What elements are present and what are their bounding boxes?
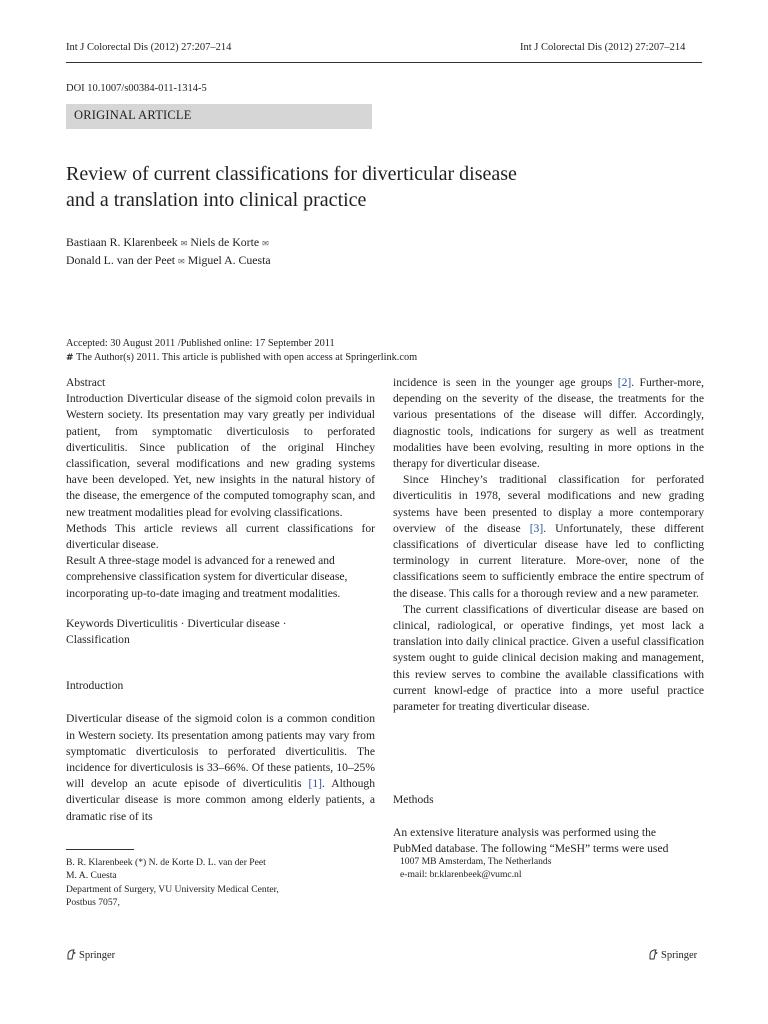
publisher-footer-right — [648, 948, 697, 964]
mail-icon: ✉ — [262, 239, 269, 248]
intro-text-b: . Although diverticular disease is more common among elderly patients, a dramatic rise of its — [66, 777, 375, 823]
author-klarenbeek[interactable]: Bastiaan R. Klarenbeek — [66, 235, 178, 249]
reference-link-1[interactable]: [1] — [308, 777, 322, 791]
introduction-paragraph — [66, 711, 375, 824]
author-van-der-peet[interactable]: Donald L. van der Peet — [66, 253, 176, 267]
publisher-name: Springer — [79, 950, 116, 961]
right-paragraph-3: The current classifications of diverticular disease are based on clinical, radiological, or operative findings, yet most lack a translation into daily clinical practice. Given a useful classification system ought to guide clinical decision making and management, this review serves to combine the available classifications with current knowl-edge of practice into a more useful practice parameter for treating diverticular disease. — [393, 602, 704, 714]
footnote-rule — [66, 849, 134, 850]
right-paragraph-2 — [393, 472, 704, 602]
title-line-1: Review of current classifications for diverticular disease — [66, 163, 517, 185]
p2-text-b: . Unfortunately, these different classifications of diverticular disease have led to conflicting terminology in current literature. More-over, none of the classifications seem to sufficiently embrace the entire spectrum of the disease. This calls for a thorough review and a new parameter. — [393, 521, 704, 600]
p2-text-a: Since Hinchey’s traditional classification for perforated diverticulitis in 1978, several modifications and new grading systems have been presented to display a more contemporary overview of the disease — [393, 473, 704, 535]
author-cuesta[interactable]: Miguel A. Cuesta — [187, 253, 271, 267]
p1-text-b: . Further-more, depending on the severity of the disease, the treatments for the various presentations of the disease will differ. Accordingly, diagnostic tools, indications for surgery as well as treatment modalities have been evolving, resulting in more options in the therapy for diverticular disease. — [393, 376, 705, 471]
keywords-line-2: Classification — [66, 633, 130, 647]
keywords-line-1: Keywords Diverticulitis · Diverticular disease · — [66, 616, 287, 630]
reference-link-3[interactable]: [3] — [529, 521, 544, 535]
footnote-city: 1007 MB Amsterdam, The Netherlands — [400, 856, 552, 867]
footnote-department: Department of Surgery, VU University Medical Center, — [66, 883, 279, 895]
article-type-label: ORIGINAL ARTICLE — [74, 108, 192, 122]
author-list — [66, 234, 271, 270]
methods-line-1: An extensive literature analysis was performed using the — [393, 826, 657, 839]
correspondence-footnote — [66, 856, 279, 910]
article-title — [66, 161, 517, 213]
footnote-email[interactable]: e-mail: br.klarenbeek@vumc.nl — [400, 869, 522, 881]
p1-text-a: incidence is seen in the younger age groups — [393, 376, 618, 389]
author-de-korte[interactable]: Niels de Korte — [190, 235, 260, 249]
reference-link-2[interactable]: [2] — [617, 376, 632, 389]
springer-horse-icon — [66, 949, 76, 960]
footnote-author-cuesta: M. A. Cuesta — [66, 870, 117, 882]
header-rule — [66, 62, 702, 63]
abstract-methods: Methods This article reviews all current classifications for diverticular disease. — [66, 521, 375, 552]
article-type-badge — [66, 104, 372, 129]
footnote-authors: B. R. Klarenbeek (*) N. de Korte D. L. van der Peet — [66, 857, 266, 868]
doi[interactable]: DOI 10.1007/s00384-011-1314-5 — [66, 83, 207, 94]
accepted-published: Accepted: 30 August 2011 /Published online: 17 September 2011 — [66, 338, 335, 349]
right-paragraph-1 — [393, 375, 704, 472]
abstract-introduction: Introduction Diverticular disease of the sigmoid colon prevails in Western society. Its presentation may vary greatly per individual patient, from symptomatic diverticulosis to perforated diverticulitis. Since publication of the original Hinchey classification, several modifications and new grading systems have been developed. Yet, new insights in the natural history of the disease, the emergence of the computed tomography scan, and new treatment modalities plead for evolving classifications. — [66, 392, 375, 519]
running-header-left: Int J Colorectal Dis (2012) 27:207–214 — [66, 42, 232, 53]
methods-line-2: PubMed database. The following “MeSH” terms were used — [393, 842, 669, 855]
intro-text-a: Diverticular disease of the sigmoid colon is a common condition in Western society. Its presentation among patients may vary from symptomatic diverticulosis to perforated diverticulitis. The incidence for diverticulosis is 33–66%. Of these patients, 10–25% will develop an acute episode of diverticulitis — [66, 712, 375, 791]
abstract-heading: Abstract — [66, 376, 106, 389]
copyright-text: The Author(s) 2011. This article is published with open access at Springerlink.com — [75, 352, 418, 363]
introduction-heading: Introduction — [66, 679, 124, 693]
publication-dates — [66, 337, 417, 365]
right-column — [393, 375, 704, 715]
title-line-2: and a translation into clinical practice — [66, 189, 367, 211]
publisher-name: Springer — [661, 950, 698, 961]
left-column — [66, 375, 375, 825]
open-access-icon: # — [66, 353, 74, 363]
running-header-right: Int J Colorectal Dis (2012) 27:207–214 — [520, 42, 686, 53]
mail-icon: ✉ — [180, 239, 188, 248]
correspondence-footnote-right — [400, 855, 551, 882]
abstract-result: Result A three-stage model is advanced for a renewed and comprehensive classification system for diverticular disease, incorporating up-to-date imaging and treatment modalities. — [66, 554, 348, 600]
keywords — [66, 616, 375, 648]
publisher-footer-left — [66, 948, 115, 964]
mail-icon: ✉ — [178, 257, 185, 266]
copyright-line — [66, 351, 417, 365]
springer-horse-icon — [648, 949, 658, 960]
footnote-postbus: Postbus 7057, — [66, 897, 120, 909]
methods-heading: Methods — [393, 793, 434, 806]
